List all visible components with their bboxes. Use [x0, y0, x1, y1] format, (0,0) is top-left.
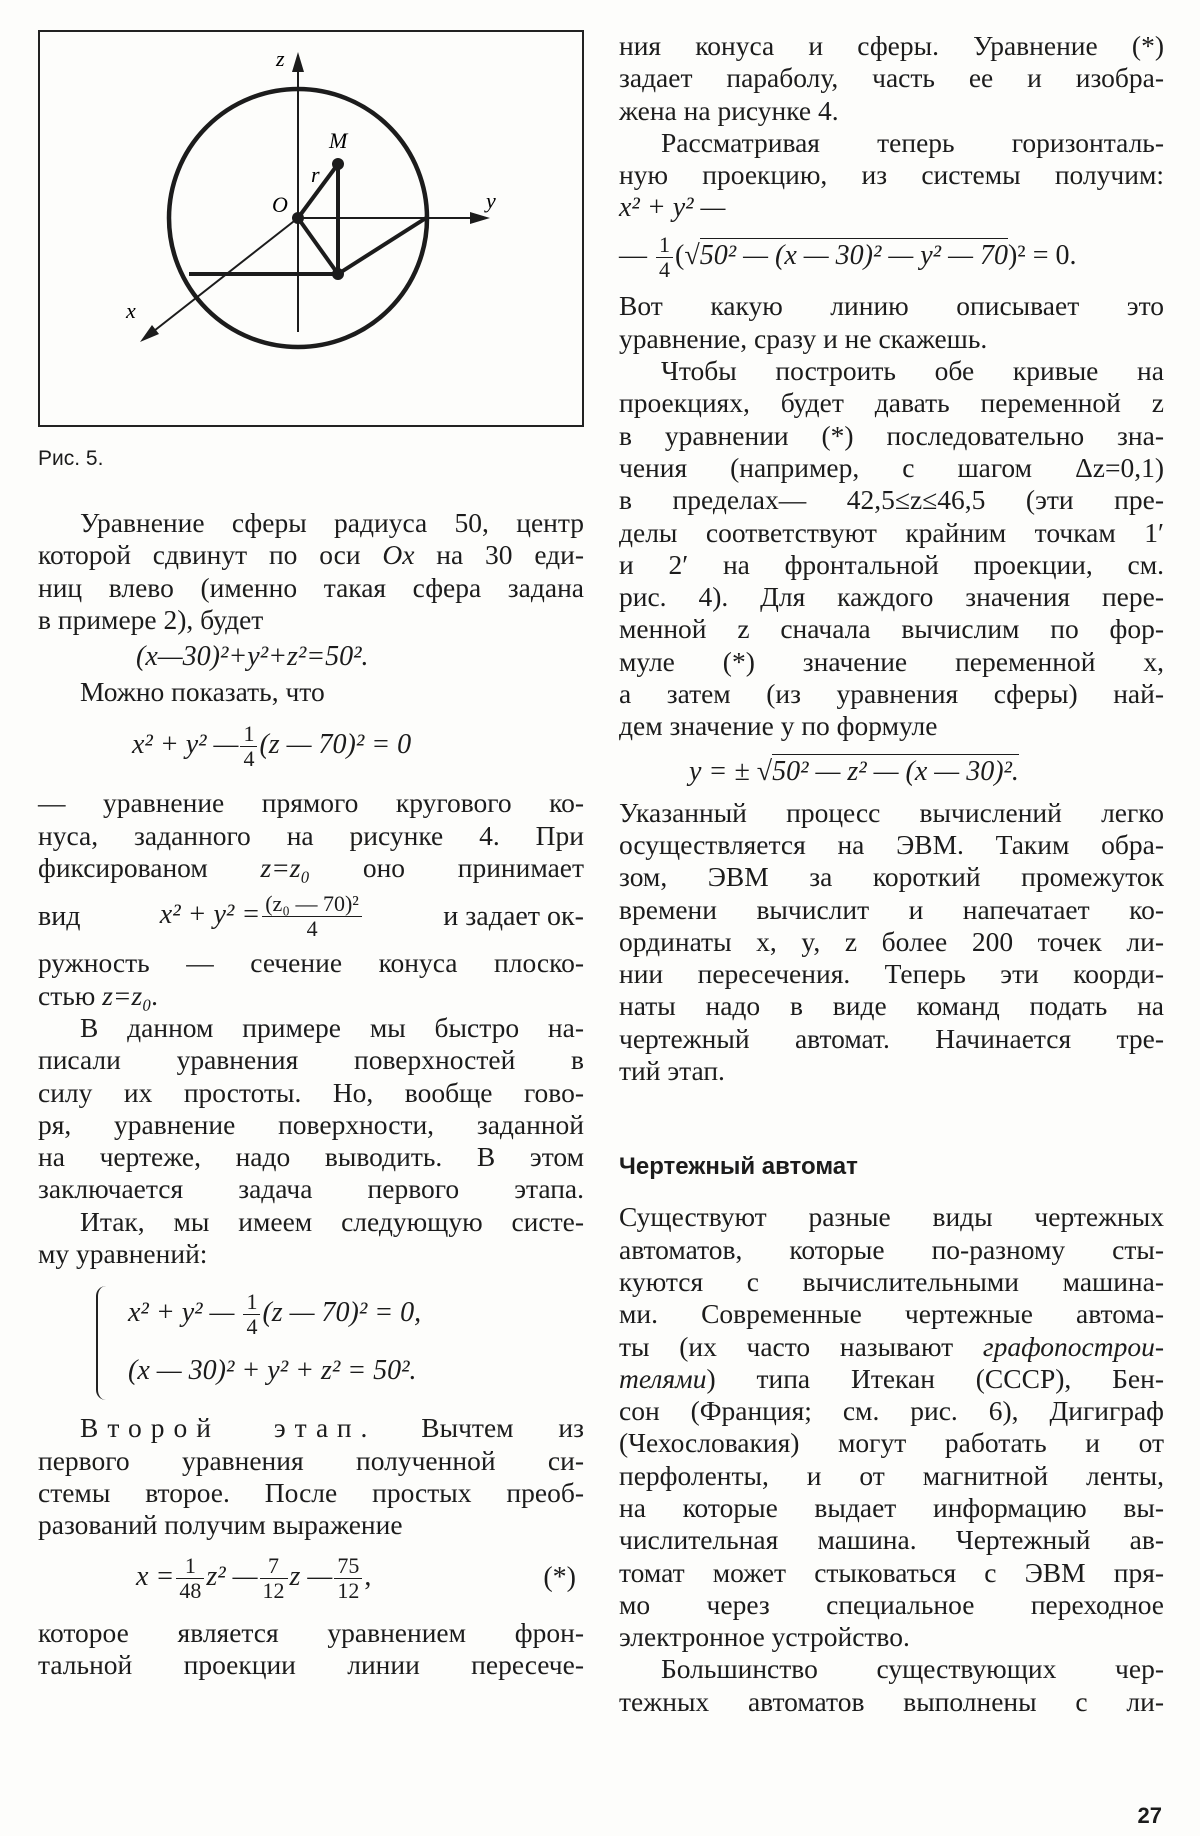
projection-line-y [338, 218, 426, 274]
fraction-system: $\frac{1}{4}$ [243, 1290, 260, 1339]
paragraph-circle-line2: стью z=z₀. [38, 979, 159, 1011]
paragraph-sphere-line4: в примере 2), будет [38, 603, 264, 635]
paragraph-frontal-line2: тальной проекции линии пересече- [38, 1648, 584, 1680]
paragraph-cone-line2: нуса, заданного на рисунке 4. При [38, 819, 584, 851]
paragraph-sphere-line3: ниц влево (именно такая сфера задана [38, 571, 584, 603]
paragraph-plotters-line13: мо через специальное переходное [619, 1588, 1164, 1620]
system-brace [96, 1286, 112, 1400]
fraction-x-1: $\frac{1}{48}$ [176, 1554, 204, 1603]
page-number: 27 [1137, 1803, 1162, 1828]
stage-two-label: Второй этап. [80, 1412, 377, 1444]
paragraph-computer-line2: осуществляется на ЭВМ. Таким обра- [619, 828, 1164, 860]
paragraph-stage2-line1: Второй этап. Вычтем из [80, 1412, 584, 1444]
paragraph-example-line5: на чертеже, надо выводить. В этом [38, 1141, 584, 1173]
fraction-vid: $\frac{\text{(z₀ — 70)²}}{4}$ [262, 892, 362, 941]
paragraph-can-show: Можно показать, что [80, 676, 325, 708]
paragraph-parabola-line3: жена на рисунке 4. [619, 94, 839, 126]
label-o: O [272, 192, 288, 217]
paragraph-build-line8: рис. 4). Для каждого значения пере- [619, 581, 1164, 613]
system-equation-2: (x — 30)² + y² + z² = 50². [128, 1355, 417, 1387]
label-x: x [126, 298, 136, 323]
paragraph-computer-line6: нии пересечения. Теперь эти коорди- [619, 958, 1164, 990]
paragraph-example-line3: силу их простоты. Но, вообще гово- [38, 1076, 584, 1108]
paragraph-plotters-line1: Существуют разные виды чертежных [619, 1201, 1164, 1233]
equation-sphere: (x—30)²+y²+z²=50². [136, 641, 369, 673]
paragraph-stage2-line3: стемы второе. После простых преоб- [38, 1476, 584, 1508]
z-axis-arrow [292, 52, 304, 72]
paragraph-example-line6: заключается задача первого этапа. [38, 1173, 584, 1205]
paragraph-majority-line1: Большинство существующих чер- [661, 1653, 1164, 1685]
paragraph-system-line1: Итак, мы имеем следующую систе- [80, 1205, 584, 1237]
figure-sphere-diagram [38, 30, 584, 427]
x-axis-arrow [140, 325, 159, 342]
equation-horizontal-line1: x² + y² — [619, 192, 726, 224]
axis-ox: Ox [382, 539, 415, 571]
paragraph-example-line1: В данном примере мы быстро на- [80, 1011, 584, 1043]
point-projection [332, 268, 344, 280]
paragraph-sphere-line2: которой сдвинут по оси Ox на 30 еди- [38, 539, 585, 571]
label-y: y [486, 188, 496, 213]
paragraph-horizontal-line2: ную проекцию, из системы получим: [619, 159, 1164, 191]
equation-y: y = ± √50² — z² — (x — 30)². [689, 755, 1019, 787]
system-equation-1: x² + y² — $\frac{1}{4}$ (z — 70)² = 0, [128, 1289, 422, 1340]
paragraph-plotters-line12: томат может стыковаться с ЭВМ пря- [619, 1556, 1164, 1588]
paragraph-build-line2: проекциях, будет давать переменной z [619, 387, 1164, 419]
paragraph-example-line2: писали уравнения поверхностей в [38, 1044, 584, 1076]
equation-star-label: (*) [543, 1562, 576, 1594]
paragraph-horizontal-line1: Рассматривая теперь горизонталь- [661, 126, 1164, 158]
paragraph-build-line6: делы соответствуют крайним точкам 1′ [619, 516, 1164, 548]
paragraph-cone-line3: фиксированом z=z₀ оно принимает [38, 852, 585, 884]
paragraph-plotters-line5: ты (их часто называют графопострои- [619, 1330, 1164, 1362]
paragraph-line-line1: Вот какую линию описывает это [619, 290, 1164, 322]
paragraph-build-line5: в пределах— 42,5≤z≤46,5 (эти пре- [619, 484, 1164, 516]
paragraph-build-line7: и 2′ на фронтальной проекции, см. [619, 548, 1164, 580]
paragraph-plotters-line8: (Чехословакия) могут работать и от [619, 1427, 1164, 1459]
equation-horizontal-line2: — $\frac{1}{4}$ (√50² — (x — 30)² — y² — 70)² = 0. [619, 232, 1077, 283]
paragraph-parabola-line2: задает параболу, часть ее и изобра- [619, 62, 1164, 94]
paragraph-build-line9: менной z сначала вычислим по фор- [619, 613, 1164, 645]
paragraph-computer-line3: зом, ЭВМ за короткий промежуток [619, 861, 1164, 893]
paragraph-plotters-line9: перфоленты, и от магнитной ленты, [619, 1459, 1164, 1491]
paragraph-computer-line8: чертежный автомат. Начинается тре- [619, 1022, 1164, 1054]
paragraph-build-line1: Чтобы построить обе кривые на [661, 355, 1164, 387]
fraction-x-2: $\frac{7}{12}$ [260, 1554, 288, 1603]
equation-x: x = $\frac{1}{48}$ z² — $\frac{7}{12}$ z — $\frac{75}{12}$ , (*) [38, 1554, 584, 1603]
paragraph-system-line2: му уравнений: [38, 1238, 208, 1270]
paragraph-plotters-line4: ми. Современные чертежные автома- [619, 1298, 1164, 1330]
paragraph-build-line10: муле (*) значение переменной x, [619, 645, 1164, 677]
paragraph-majority-line2: тежных автоматов выполнены с ли- [619, 1685, 1164, 1717]
fraction-x-3: $\frac{75}{12}$ [334, 1554, 362, 1603]
fraction-cone: $\frac{1}{4}$ [240, 722, 257, 771]
section-heading: Чертежный автомат [619, 1153, 858, 1181]
paragraph-build-line3: в уравнении (*) последовательно зна- [619, 419, 1164, 451]
y-axis-arrow [470, 212, 490, 224]
paragraph-plotters-line3: куются с вычислительными машина- [619, 1265, 1164, 1297]
paragraph-computer-line7: наты надо в виде команд подать на [619, 990, 1164, 1022]
equation-system [38, 1284, 584, 1400]
paragraph-plotters-line10: на которые выдает информацию вы- [619, 1491, 1164, 1523]
label-z: z [276, 46, 285, 71]
paragraph-line-line2: уравнение, сразу и не скажешь. [619, 322, 988, 354]
paragraph-frontal-line1: которое является уравнением фрон- [38, 1616, 584, 1648]
paragraph-plotters-line11: числительная машина. Чертежный ав- [619, 1524, 1164, 1556]
paragraph-plotters-line6: телями) типа Итекан (СССР), Бен- [619, 1362, 1164, 1394]
sphere-diagram-svg [40, 32, 582, 425]
paragraph-sphere-line1: Уравнение сферы радиуса 50, центр [80, 507, 584, 538]
paragraph-plotters-line7: сон (Франция; см. рис. 6), Дигиграф [619, 1395, 1164, 1427]
paragraph-computer-line4: времени вычислит и напечатает ко- [619, 893, 1164, 925]
paragraph-stage2-line4: разований получим выражение [38, 1509, 403, 1541]
paragraph-build-line4: чения (например, с шагом Δz=0,1) [619, 451, 1164, 483]
label-m: M [329, 128, 348, 153]
paragraph-stage2-line2: первого уравнения полученной си- [38, 1444, 584, 1476]
equation-cone: x² + y² — $\frac{1}{4}$ (z — 70)² = 0 [132, 721, 412, 772]
paragraph-computer-line1: Указанный процесс вычислений легко [619, 796, 1164, 828]
right-column [619, 30, 1164, 1718]
left-column [38, 30, 584, 1681]
paragraph-plotters-line14: электронное устройство. [619, 1621, 910, 1653]
paragraph-computer-line5: ординаты x, y, z более 200 точек ли- [619, 925, 1164, 957]
paragraph-cone-line1: — уравнение прямого кругового ко- [38, 787, 584, 819]
fraction-horizontal: $\frac{1}{4}$ [656, 233, 673, 282]
paragraph-example-line4: ря, уравнение поверхности, заданной [38, 1108, 584, 1140]
paragraph-plotters-line2: автоматов, которые по-разному сты- [619, 1233, 1164, 1265]
paragraph-circle-line1: ружность — сечение конуса плоско- [38, 947, 584, 979]
point-o [292, 212, 304, 224]
label-r: r [311, 162, 320, 187]
paragraph-computer-line9: тий этап. [619, 1055, 725, 1087]
paragraph-build-line11: а затем (из уравнения сферы) най- [619, 678, 1164, 710]
figure-caption: Рис. 5. [38, 447, 104, 470]
equation-vid: вид x² + y² = $\frac{\text{(z₀ — 70)²}}{4}$ и задает ок- [38, 891, 584, 942]
paragraph-parabola-line1: ния конуса и сферы. Уравнение (*) [619, 30, 1164, 61]
projection-line-o [298, 218, 338, 274]
paragraph-build-line12: дем значение y по формуле [619, 710, 938, 742]
point-m [332, 158, 344, 170]
